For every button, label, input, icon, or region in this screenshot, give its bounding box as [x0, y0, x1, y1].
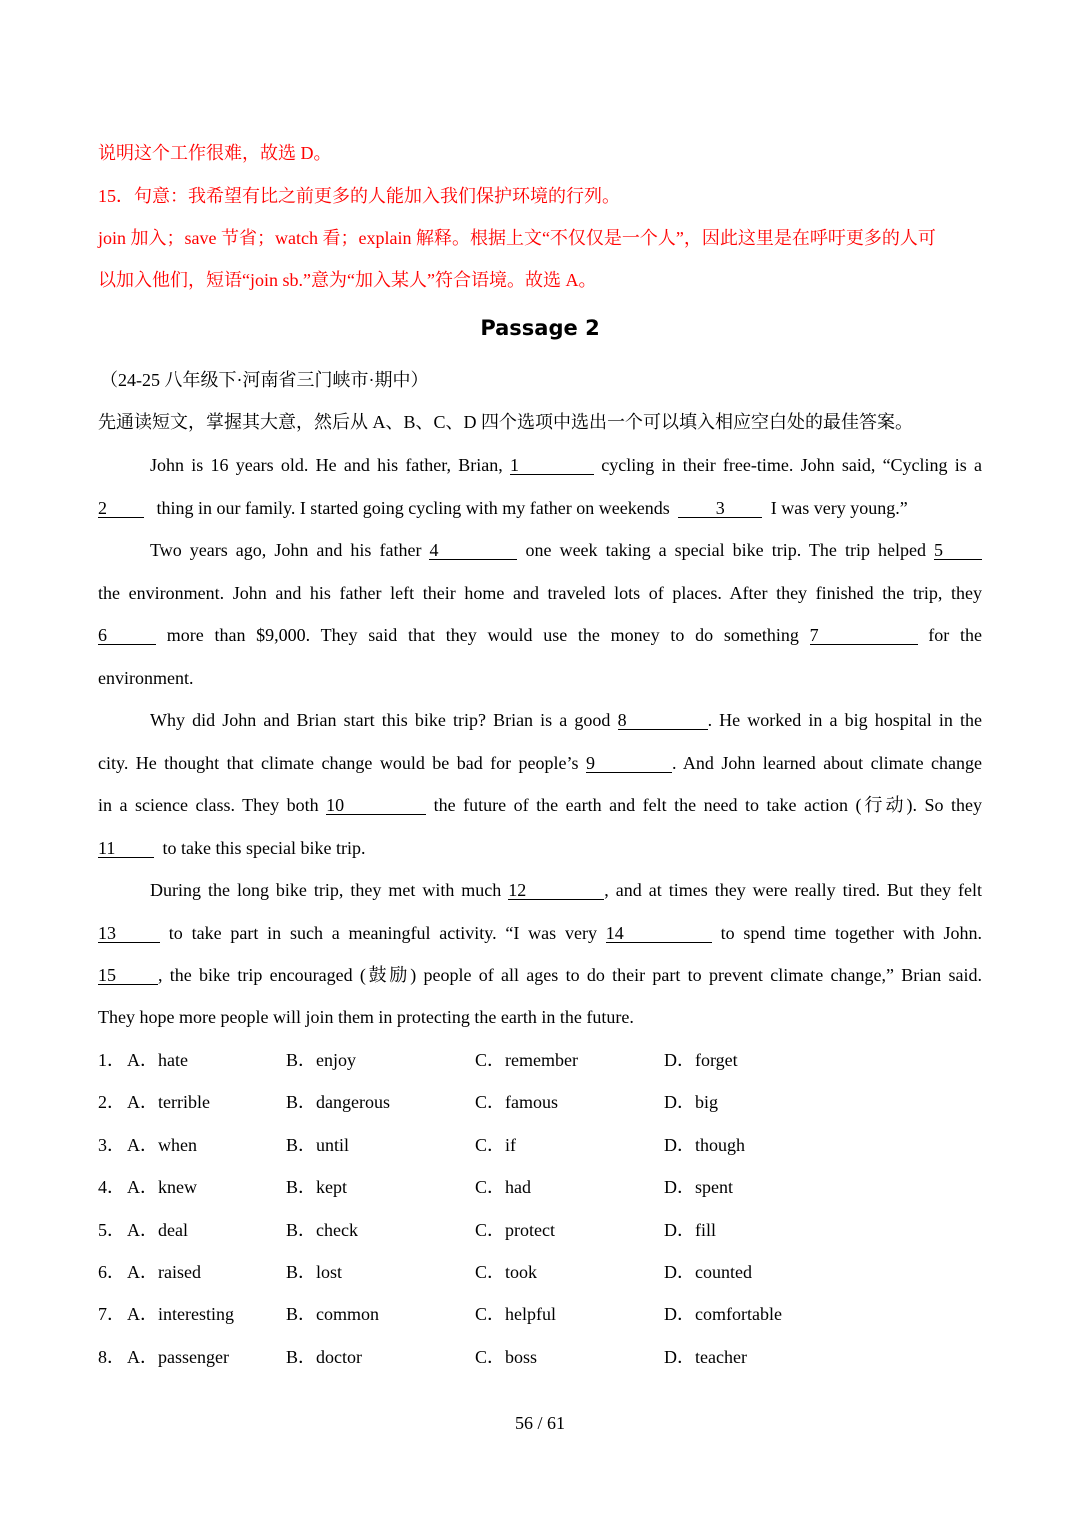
- blank-14: 14: [606, 924, 712, 943]
- blank-8: 8: [618, 711, 708, 730]
- blank-2: 2: [98, 499, 144, 518]
- option-c[interactable]: C．remember: [475, 1050, 578, 1070]
- option-d[interactable]: D．fill: [664, 1220, 716, 1240]
- option-number: 1．: [98, 1050, 125, 1070]
- option-a[interactable]: A．when: [127, 1135, 197, 1155]
- paragraph-line: 11 to take this special bike trip.: [98, 838, 366, 858]
- paragraph-line: During the long bike trip, they met with much 12 , and at times they were really tired. But they felt: [150, 880, 982, 900]
- option-number: 5．: [98, 1220, 125, 1240]
- blank-4: 4: [429, 541, 517, 560]
- blank-9: 9: [586, 754, 672, 773]
- blank-5: 5: [934, 541, 982, 560]
- blank-11: 11: [98, 839, 154, 858]
- blank-3: 3: [678, 499, 762, 518]
- page-number: 56 / 61: [514, 1413, 565, 1433]
- option-a[interactable]: A．knew: [127, 1177, 197, 1197]
- paragraph-line: 15 , the bike trip encouraged (鼓励) people of all ages to do their part to prevent climate change,” Brian said.: [98, 965, 982, 985]
- option-c[interactable]: C．protect: [475, 1220, 555, 1240]
- option-number: 7．: [98, 1304, 125, 1324]
- paragraph-line: 13 to take part in such a meaningful activity. “I was very 14 to spend time together with John.: [98, 923, 983, 943]
- option-b[interactable]: B．kept: [286, 1177, 347, 1197]
- q15-explanation-cont: 以加入他们，短语“join sb.”意为“加入某人”符合语境。故选 A。: [98, 270, 597, 290]
- paragraph-line: They hope more people will join them in protecting the earth in the future.: [98, 1007, 634, 1027]
- option-number: 3．: [98, 1135, 125, 1155]
- blank-12: 12: [508, 881, 604, 900]
- option-c[interactable]: C．famous: [475, 1092, 558, 1112]
- option-d[interactable]: D．though: [664, 1135, 745, 1155]
- paragraph-line: city. He thought that climate change would be bad for people’s 9 . And John learned about climate change: [98, 753, 982, 773]
- q15-explanation: join 加入；save 节省；watch 看；explain 解释。根据上文“不仅仅是一个人”，因此这里是在呼吁更多的人可: [98, 228, 936, 248]
- paragraph-line: John is 16 years old. He and his father, Brian, 1 cycling in their free-time. John said, “Cycling is a: [150, 455, 983, 475]
- answer-explanation-line: 说明这个工作很难，故选 D。: [98, 143, 332, 163]
- option-c[interactable]: C．had: [475, 1177, 531, 1197]
- option-a[interactable]: A．hate: [127, 1050, 188, 1070]
- passage-source: （24-25 八年级下·河南省三门峡市·期中）: [100, 370, 429, 390]
- option-d[interactable]: D．teacher: [664, 1347, 747, 1367]
- paragraph-line: 2 thing in our family. I started going cycling with my father on weekends 3 I was very young.”: [98, 498, 908, 518]
- option-c[interactable]: C．took: [475, 1262, 538, 1282]
- option-d[interactable]: D．counted: [664, 1262, 752, 1282]
- q15-meaning: 15．句意：我希望有比之前更多的人能加入我们保护环境的行列。: [98, 186, 620, 206]
- paragraph-line: environment.: [98, 668, 194, 688]
- paragraph-line: in a science class. They both 10 the future of the earth and felt the need to take action (行动). So they: [98, 795, 983, 815]
- option-a[interactable]: A．deal: [127, 1220, 188, 1240]
- passage-title: Passage 2: [480, 316, 600, 340]
- paragraph-line: Why did John and Brian start this bike trip? Brian is a good 8 . He worked in a big hospital in the: [150, 710, 983, 730]
- blank-7: 7: [810, 626, 918, 645]
- option-number: 8．: [98, 1347, 125, 1367]
- option-b[interactable]: B．common: [286, 1304, 379, 1324]
- option-b[interactable]: B．check: [286, 1220, 358, 1240]
- option-d[interactable]: D．forget: [664, 1050, 738, 1070]
- option-a[interactable]: A．passenger: [127, 1347, 229, 1367]
- option-d[interactable]: D．spent: [664, 1177, 733, 1197]
- blank-1: 1: [510, 456, 594, 475]
- option-number: 6．: [98, 1262, 125, 1282]
- blank-13: 13: [98, 924, 160, 943]
- option-a[interactable]: A．terrible: [127, 1092, 210, 1112]
- option-d[interactable]: D．big: [664, 1092, 718, 1112]
- option-b[interactable]: B．enjoy: [286, 1050, 356, 1070]
- paragraph-line: Two years ago, John and his father 4 one week taking a special bike trip. The trip helped 5: [150, 538, 982, 562]
- paragraph-line: the environment. John and his father left their home and traveled lots of places. After they finished the trip, they: [98, 583, 982, 603]
- blank-6: 6: [98, 626, 156, 645]
- option-b[interactable]: B．until: [286, 1135, 350, 1155]
- blank-10: 10: [326, 796, 426, 815]
- option-number: 2．: [98, 1092, 125, 1112]
- option-b[interactable]: B．dangerous: [286, 1092, 390, 1112]
- option-d[interactable]: D．comfortable: [664, 1304, 782, 1324]
- option-b[interactable]: B．lost: [286, 1262, 343, 1282]
- option-a[interactable]: A．interesting: [127, 1304, 234, 1324]
- option-number: 4．: [98, 1177, 125, 1197]
- option-c[interactable]: C．helpful: [475, 1304, 556, 1324]
- option-a[interactable]: A．raised: [127, 1262, 201, 1282]
- option-b[interactable]: B．doctor: [286, 1347, 362, 1367]
- option-c[interactable]: C．if: [475, 1135, 517, 1155]
- instructions: 先通读短文，掌握其大意，然后从 A、B、C、D 四个选项中选出一个可以填入相应空白处的最佳答案。: [98, 412, 914, 432]
- option-c[interactable]: C．boss: [475, 1347, 538, 1367]
- paragraph-line: 6 more than $9,000. They said that they would use the money to do something 7 for the: [98, 625, 983, 645]
- blank-15: 15: [98, 966, 158, 985]
